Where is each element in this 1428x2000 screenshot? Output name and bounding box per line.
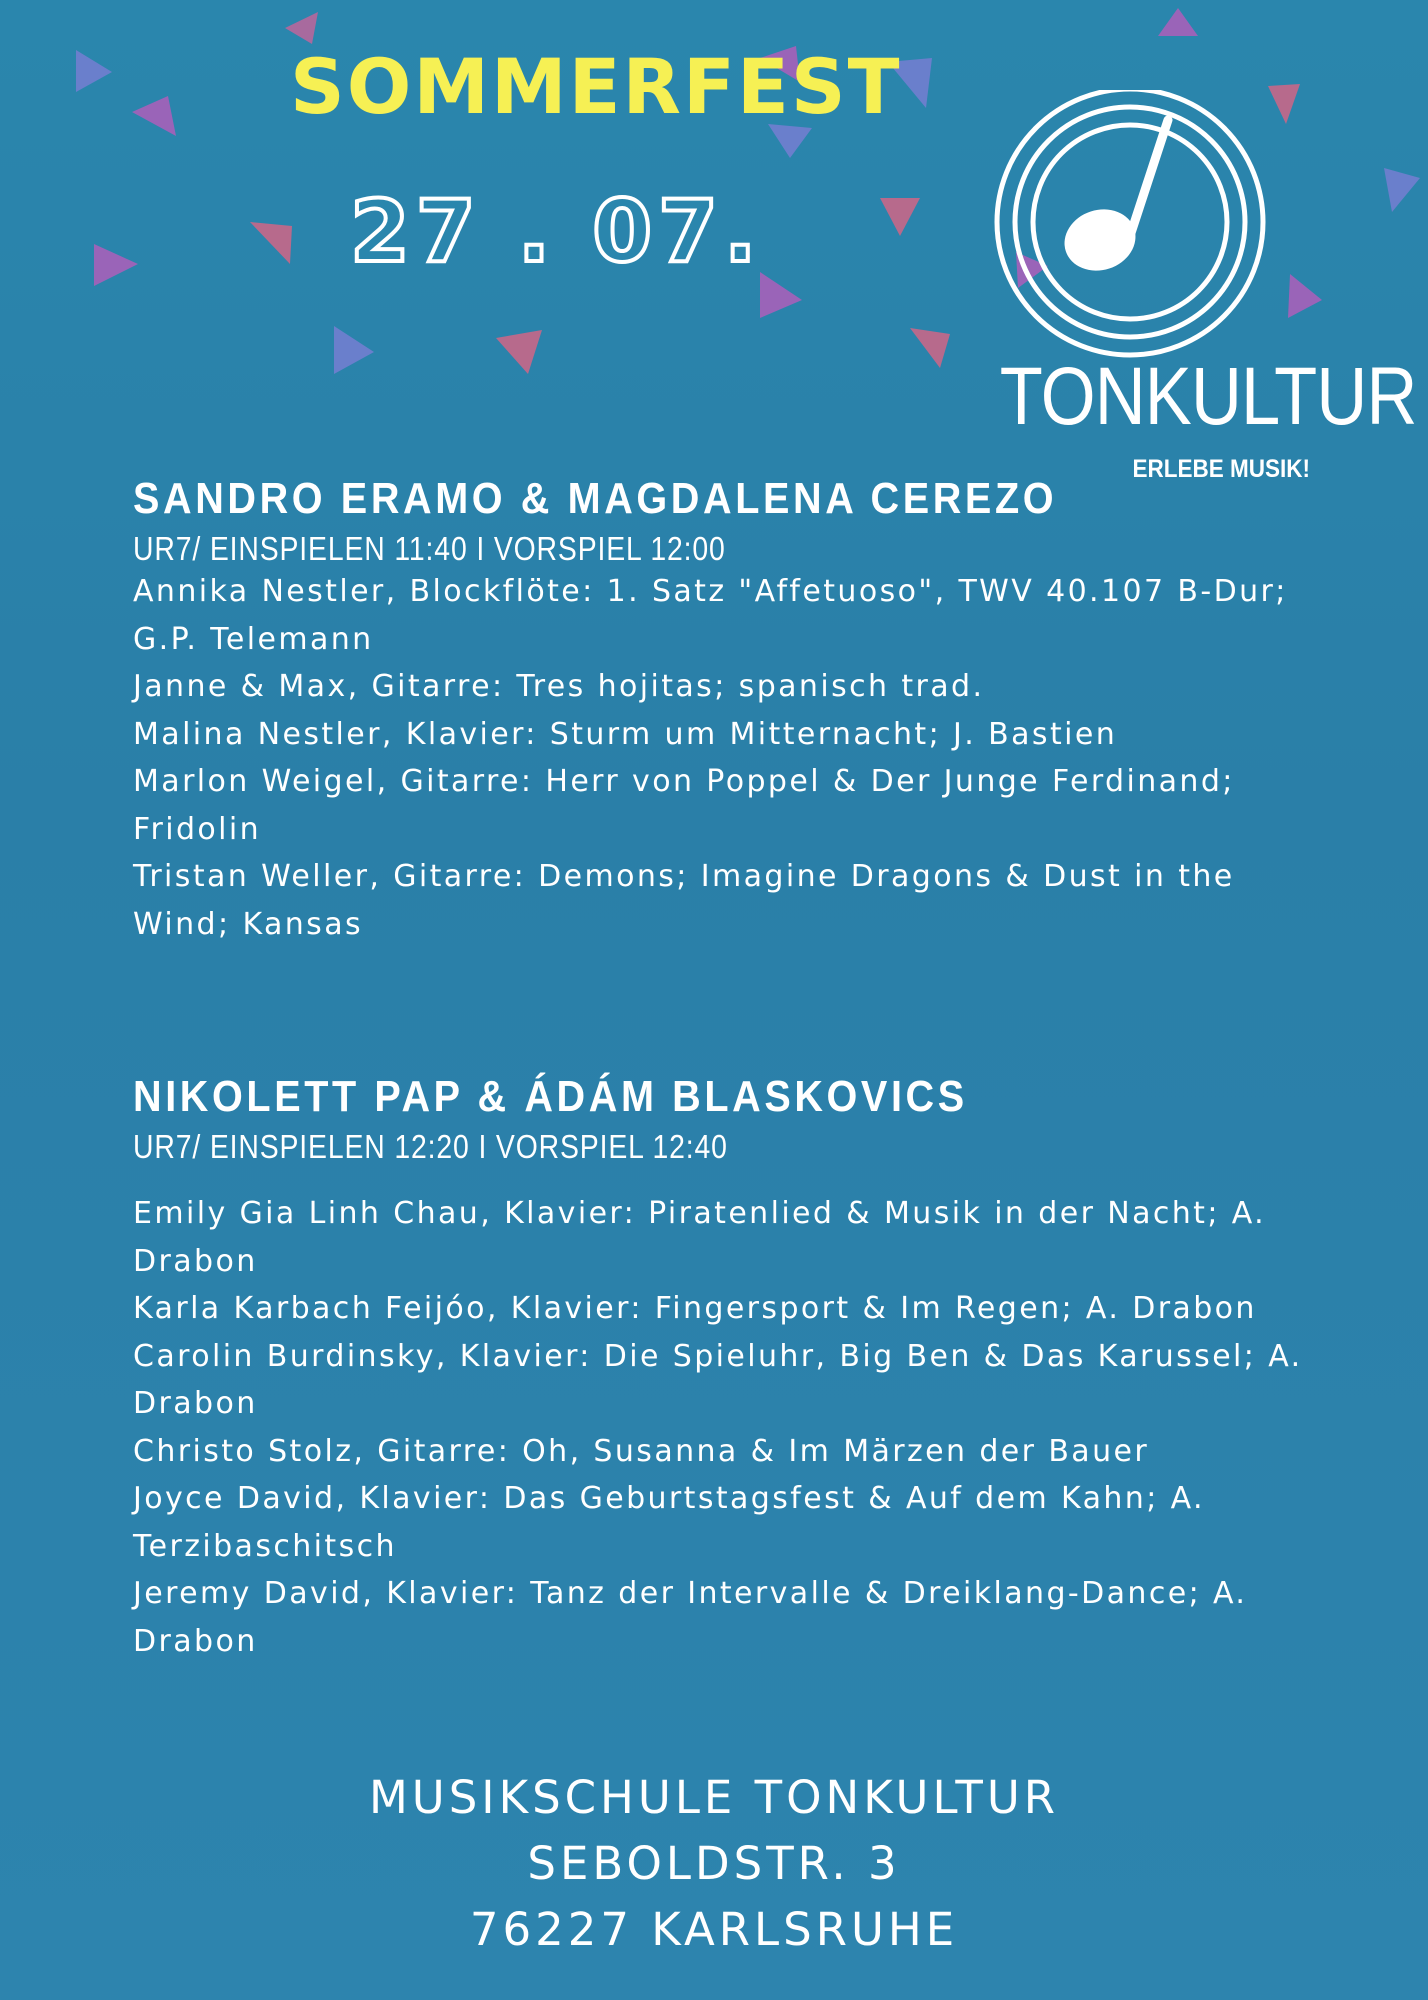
section-schedule: UR7/ EINSPIELEN 12:20 I VORSPIEL 12:40 — [133, 1128, 728, 1165]
address-block — [0, 1765, 1428, 1963]
confetti-triangle — [250, 222, 292, 264]
event-title: SOMMERFEST — [290, 42, 902, 131]
address-school: MUSIKSCHULE TONKULTUR — [368, 1771, 1060, 1824]
music-note-icon — [990, 90, 1270, 360]
performer-item: Malina Nestler, Klavier: Sturm um Mitternacht; J. Bastien — [133, 716, 1118, 752]
performer-item: Emily Gia Linh Chau, Klavier: Piratenlied & Musik in der Nacht; A. Drabon — [133, 1196, 1267, 1279]
performer-item: Janne & Max, Gitarre: Tres hojitas; spanisch trad. — [133, 669, 985, 704]
performer-list — [133, 1190, 1333, 1665]
performer-item: Tristan Weller, Gitarre: Demons; Imagine Dragons & Dust in the Wind; Kansas — [133, 859, 1235, 942]
event-date: 27 . 07. — [350, 182, 763, 282]
program-section-1 — [133, 474, 1333, 948]
confetti-triangle — [132, 96, 176, 136]
confetti-triangle — [1158, 8, 1198, 36]
performer-item: Joyce David, Klavier: Das Geburtstagsfest & Auf dem Kahn; A. Terzibaschitsch — [133, 1481, 1205, 1564]
section-teachers: SANDRO ERAMO & MAGDALENA CEREZO — [133, 474, 1058, 523]
performer-item: Jeremy David, Klavier: Tanz der Intervalle & Dreiklang-Dance; A. Drabon — [133, 1576, 1248, 1659]
performer-item: Marlon Weigel, Gitarre: Herr von Poppel & Der Junge Ferdinand; Fridolin — [133, 764, 1235, 847]
section-teachers: NIKOLETT PAP & ÁDÁM BLASKOVICS — [133, 1072, 968, 1121]
confetti-triangle — [334, 326, 374, 374]
confetti-triangle — [1384, 168, 1420, 212]
confetti-triangle — [880, 198, 920, 236]
performer-list — [133, 568, 1333, 948]
address-street: SEBOLDSTR. 3 — [527, 1837, 901, 1890]
performer-item: Christo Stolz, Gitarre: Oh, Susanna & Im Märzen der Bauer — [133, 1433, 1150, 1469]
confetti-triangle — [910, 328, 950, 368]
address-city: 76227 KARLSRUHE — [469, 1903, 959, 1956]
confetti-triangle — [285, 12, 318, 44]
confetti-triangle — [94, 244, 138, 286]
confetti-triangle — [76, 50, 112, 92]
logo-tagline: ERLEBE MUSIK! — [1132, 455, 1310, 483]
performer-item: Carolin Burdinsky, Klavier: Die Spieluhr, Big Ben & Das Karussel; A. Drabon — [133, 1338, 1303, 1421]
confetti-triangle — [1288, 274, 1322, 318]
confetti-triangle — [1268, 84, 1300, 124]
performer-item: Annika Nestler, Blockflöte: 1. Satz "Affetuoso", TWV 40.107 B-Dur; G.P. Telemann — [133, 574, 1288, 657]
program-section-2 — [133, 1072, 1333, 1665]
confetti-triangle — [496, 330, 542, 374]
performer-item: Karla Karbach Feijóo, Klavier: Fingersport & Im Regen; A. Drabon — [133, 1291, 1257, 1326]
section-schedule: UR7/ EINSPIELEN 11:40 I VORSPIEL 12:00 — [133, 530, 726, 567]
confetti-triangle — [760, 272, 802, 318]
logo-name: TONKULTUR — [999, 351, 1417, 442]
